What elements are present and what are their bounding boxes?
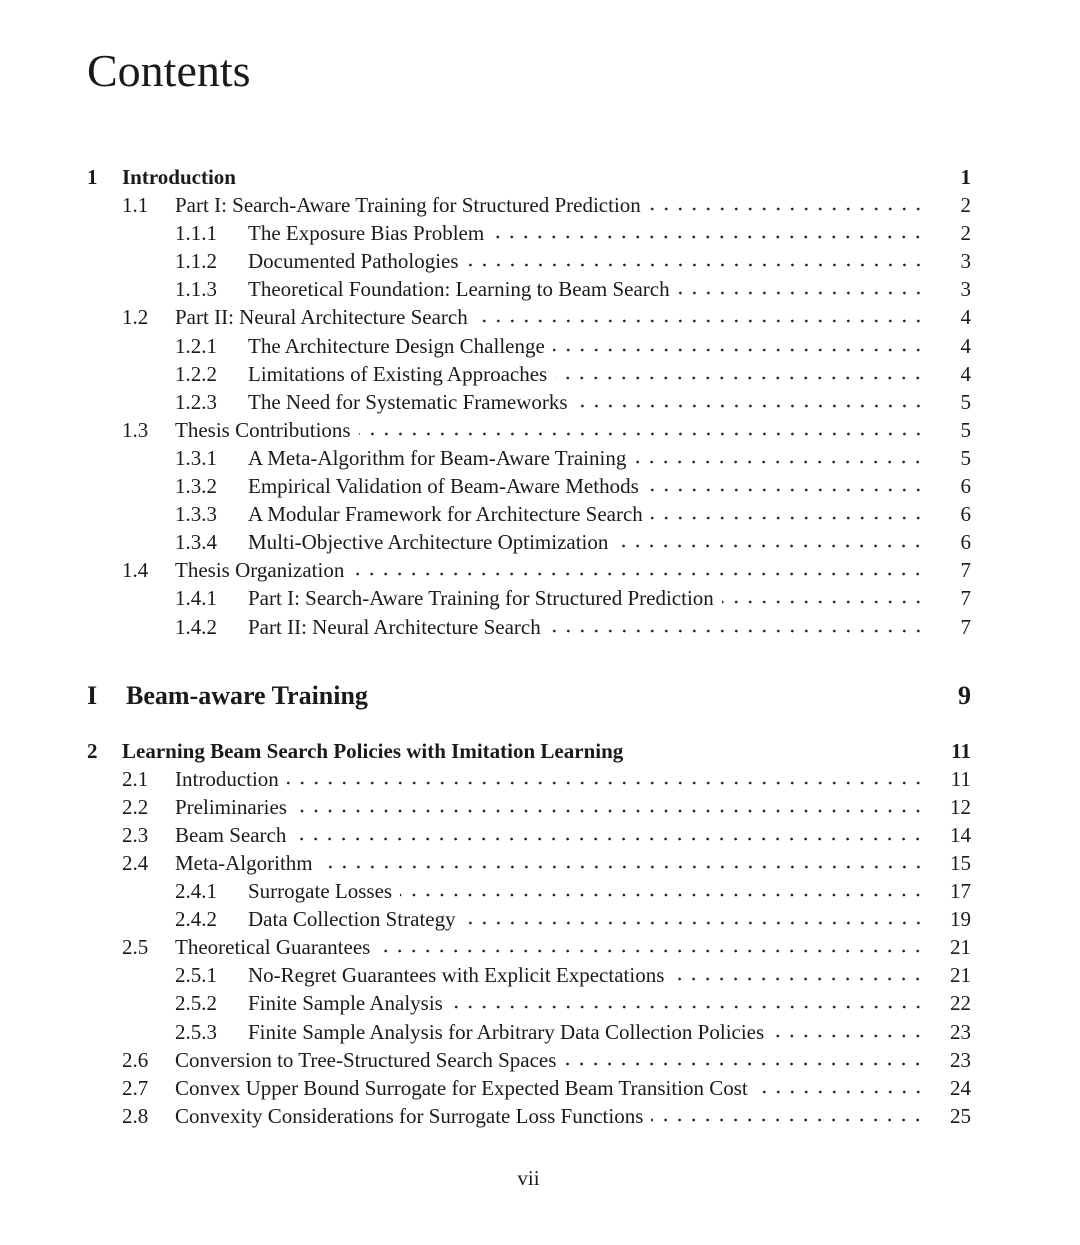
dot-leader [647, 487, 925, 493]
entry-title: The Need for Systematic Frameworks [248, 389, 568, 414]
dot-leader [649, 206, 925, 212]
entry-number: 2.2 [122, 794, 149, 819]
entry-title: Limitations of Existing Approaches [248, 361, 548, 386]
toc-section-entry[interactable] [87, 1102, 971, 1130]
entry-title: Conversion to Tree-Structured Search Spaces [175, 1047, 557, 1072]
entry-number: 1.3.4 [175, 530, 217, 555]
toc-section-entry[interactable] [87, 416, 971, 444]
entry-number: 2.5.2 [175, 991, 217, 1016]
entry-number: 1.1.2 [175, 249, 217, 274]
dot-leader [359, 431, 925, 437]
entry-number: 2.1 [122, 766, 149, 791]
entry-page: 21 [950, 963, 971, 988]
entry-number: 1.4.1 [175, 586, 217, 611]
entry-page: 12 [950, 794, 971, 819]
dot-leader [294, 836, 925, 842]
entry-title: A Meta-Algorithm for Beam-Aware Training [248, 445, 627, 470]
entry-number: 2.5 [122, 935, 149, 960]
entry-number: 1.3.3 [175, 502, 217, 527]
dot-leader [400, 892, 925, 898]
entry-title: Introduction [122, 165, 236, 189]
entry-title: Theoretical Guarantees [175, 935, 371, 960]
page-title: Contents [87, 45, 251, 96]
entry-number: 2.3 [122, 822, 149, 847]
entry-page: 6 [960, 502, 971, 527]
toc-section-entry[interactable] [87, 849, 971, 877]
entry-number: 1.2.1 [175, 333, 217, 358]
entry-title: Thesis Organization [175, 558, 345, 583]
dot-leader [451, 1004, 925, 1010]
entry-page: 5 [960, 389, 971, 414]
entry-page: 5 [960, 445, 971, 470]
entry-number: 1.4.2 [175, 614, 217, 639]
entry-title: Theoretical Foundation: Learning to Beam Search [248, 277, 670, 302]
entry-title: Beam-aware Training [126, 680, 368, 710]
dot-leader [722, 599, 925, 605]
toc-subsection-entry[interactable] [87, 219, 971, 247]
entry-title: Learning Beam Search Policies with Imitation Learning [122, 738, 624, 763]
entry-title: A Modular Framework for Architecture Search [248, 502, 643, 527]
entry-title: Part II: Neural Architecture Search [248, 614, 541, 639]
entry-page: 7 [960, 614, 971, 639]
toc-section-entry[interactable] [87, 1046, 971, 1074]
entry-title: Documented Pathologies [248, 249, 459, 274]
entry-number: 2.5.1 [175, 963, 217, 988]
toc-section-entry[interactable] [87, 793, 971, 821]
toc-subsection-entry[interactable] [87, 905, 971, 933]
toc-subsection-entry[interactable] [87, 332, 971, 360]
entry-title: No-Regret Guarantees with Explicit Expectations [248, 963, 665, 988]
toc-chapter-entry[interactable] [87, 737, 971, 765]
entry-page: 25 [950, 1103, 971, 1128]
entry-page: 4 [960, 333, 971, 358]
entry-number: 1.3.2 [175, 474, 217, 499]
entry-page: 2 [960, 221, 971, 246]
entry-page: 5 [960, 417, 971, 442]
entry-page: 3 [960, 249, 971, 274]
entry-page: 9 [958, 680, 971, 710]
dot-leader [555, 375, 925, 381]
dot-leader [549, 628, 925, 634]
entry-page: 7 [960, 586, 971, 611]
entry-title: Finite Sample Analysis [248, 991, 443, 1016]
entry-number: 1.3 [122, 417, 149, 442]
toc-chapter-entry[interactable] [87, 163, 971, 191]
entry-page: 6 [960, 530, 971, 555]
dot-leader [287, 780, 925, 786]
entry-title: Convexity Considerations for Surrogate Loss Functions [175, 1103, 644, 1128]
toc-section-entry[interactable] [87, 1074, 971, 1102]
entry-number: 2 [87, 738, 98, 763]
entry-page: 22 [950, 991, 971, 1016]
toc-subsection-entry[interactable] [87, 472, 971, 500]
dot-leader [576, 403, 925, 409]
entry-title: Empirical Validation of Beam-Aware Methods [248, 474, 639, 499]
entry-page: 4 [960, 305, 971, 330]
entry-title: Data Collection Strategy [248, 907, 456, 932]
entry-number: 1.1.3 [175, 277, 217, 302]
entry-page: 7 [960, 558, 971, 583]
entry-title: Part I: Search-Aware Training for Structured Prediction [248, 586, 714, 611]
entry-page: 2 [960, 193, 971, 218]
dot-leader [616, 543, 925, 549]
toc-subsection-entry[interactable] [87, 1018, 971, 1046]
toc-section-entry[interactable] [87, 191, 971, 219]
entry-title: Multi-Objective Architecture Optimization [248, 530, 609, 555]
entry-title: The Architecture Design Challenge [248, 333, 545, 358]
dot-leader [467, 262, 925, 268]
toc-subsection-entry[interactable] [87, 584, 971, 612]
toc-section-entry[interactable] [87, 933, 971, 961]
entry-title: Convex Upper Bound Surrogate for Expected Beam Transition Cost [175, 1075, 748, 1100]
entry-number: 2.7 [122, 1075, 149, 1100]
entry-title: Finite Sample Analysis for Arbitrary Data Collection Policies [248, 1019, 765, 1044]
entry-number: 2.6 [122, 1047, 149, 1072]
toc-subsection-entry[interactable] [87, 444, 971, 472]
entry-number: 1.3.1 [175, 445, 217, 470]
entry-page: 3 [960, 277, 971, 302]
entry-page: 23 [950, 1047, 971, 1072]
entry-title: Preliminaries [175, 794, 287, 819]
entry-number: 2.8 [122, 1103, 149, 1128]
dot-leader [651, 515, 925, 521]
entry-title: Introduction [175, 766, 279, 791]
entry-title: Part II: Neural Architecture Search [175, 305, 468, 330]
entry-number: 1.2.2 [175, 361, 217, 386]
dot-leader [634, 459, 925, 465]
dot-leader [651, 1117, 925, 1123]
toc-subsection-entry[interactable] [87, 275, 971, 303]
dot-leader [321, 864, 925, 870]
dot-leader [378, 948, 925, 954]
entry-page: 6 [960, 474, 971, 499]
entry-title: Beam Search [175, 822, 287, 847]
toc-section-entry[interactable] [87, 821, 971, 849]
dot-leader [464, 920, 925, 926]
table-of-contents [87, 163, 971, 1130]
entry-page: 1 [960, 165, 971, 189]
entry-page: 24 [950, 1075, 971, 1100]
dot-leader [295, 808, 925, 814]
entry-title: Meta-Algorithm [175, 850, 313, 875]
dot-leader [672, 976, 925, 982]
toc-subsection-entry[interactable] [87, 360, 971, 388]
toc-section-entry[interactable] [87, 303, 971, 331]
entry-number: 2.5.3 [175, 1019, 217, 1044]
entry-page: 21 [950, 935, 971, 960]
toc-subsection-entry[interactable] [87, 877, 971, 905]
entry-page: 4 [960, 361, 971, 386]
entry-number: 1.1.1 [175, 221, 217, 246]
entry-page: 15 [950, 850, 971, 875]
entry-title: Surrogate Losses [248, 879, 393, 904]
dot-leader [756, 1089, 925, 1095]
entry-page: 11 [950, 766, 971, 791]
entry-page: 17 [950, 879, 971, 904]
entry-number: I [87, 680, 98, 710]
entry-number: 2.4.2 [175, 907, 217, 932]
entry-number: 1.2.3 [175, 389, 217, 414]
entry-title: Thesis Contributions [175, 417, 351, 442]
toc-subsection-entry[interactable] [87, 247, 971, 275]
entry-number: 1.2 [122, 305, 149, 330]
entry-number: 1.1 [122, 193, 149, 218]
entry-page: 23 [950, 1019, 971, 1044]
toc-subsection-entry[interactable] [87, 528, 971, 556]
dot-leader [678, 290, 925, 296]
dot-leader [492, 234, 925, 240]
entry-number: 1.4 [122, 558, 149, 583]
entry-page: 14 [950, 822, 971, 847]
dot-leader [772, 1033, 925, 1039]
dot-leader [352, 571, 925, 577]
entry-number: 2.4.1 [175, 879, 217, 904]
entry-number: 1 [87, 165, 98, 189]
entry-number: 2.4 [122, 850, 149, 875]
page-number-footer: vii [517, 1166, 540, 1190]
toc-section-entry[interactable] [87, 765, 971, 793]
dot-leader [553, 347, 925, 353]
toc-subsection-entry[interactable] [87, 500, 971, 528]
toc-section-entry[interactable] [87, 556, 971, 584]
entry-page: 11 [951, 738, 971, 763]
toc-subsection-entry[interactable] [87, 613, 971, 641]
toc-part-entry[interactable] [87, 681, 971, 733]
dot-leader [476, 318, 925, 324]
toc-subsection-entry[interactable] [87, 961, 971, 989]
dot-leader [564, 1061, 925, 1067]
toc-subsection-entry[interactable] [87, 388, 971, 416]
entry-page: 19 [950, 907, 971, 932]
toc-subsection-entry[interactable] [87, 989, 971, 1017]
entry-title: The Exposure Bias Problem [248, 221, 485, 246]
entry-title: Part I: Search-Aware Training for Structured Prediction [175, 193, 641, 218]
